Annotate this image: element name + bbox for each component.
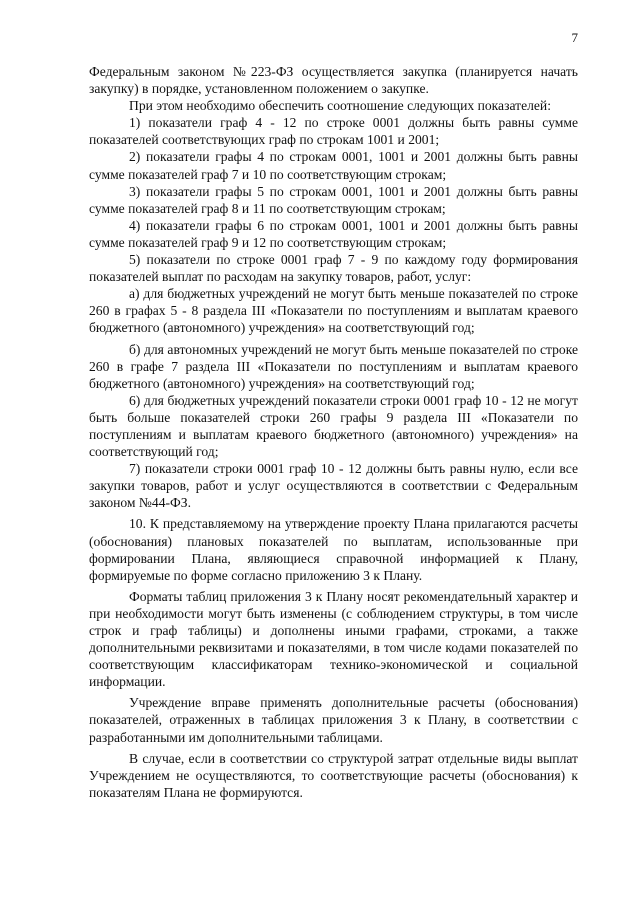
additional-calculations-paragraph: Учреждение вправе применять дополнительные расчеты (обоснования) показателей, отраженных в таблицах приложения 3 к Плану, в соответствии с разработанными им дополнительными таблицами. <box>89 695 578 745</box>
document-body <box>89 63 578 801</box>
list-item-5a: а) для бюджетных учреждений не могут быть меньше показателей по строке 260 в графах 5 - 8 раздела III «Показатели по поступлениям и выплатам краевого бюджетного (автономного) учреждения» на соответствующий год; <box>89 286 578 336</box>
cost-structure-paragraph: В случае, если в соответствии со структурой затрат отдельные виды выплат Учреждением не осуществляются, то соответствующие расчеты (обоснования) к показателям Плана не формируются. <box>89 750 578 800</box>
section-10-paragraph: 10. К представляемому на утверждение проекту Плана прилагаются расчеты (обоснования) плановых показателей по выплатам, использованные при формировании Плана, являющиеся справочной информацией к Плану, формируемые по форме согласно приложению 3 к Плану. <box>89 516 578 583</box>
list-item-5b: б) для автономных учреждений не могут быть меньше показателей по строке 260 в графе 7 раздела III «Показатели по поступлениям и выплатам краевого бюджетного (автономного) учреждения» на соответствующий год; <box>89 341 578 391</box>
list-item-5: 5) показатели по строке 0001 граф 7 - 9 по каждому году формирования показателей выплат по расходам на закупку товаров, работ, услуг: <box>89 252 578 285</box>
list-item-2: 2) показатели графы 4 по строкам 0001, 1001 и 2001 должны быть равны сумме показателей граф 7 и 10 по соответствующим строкам; <box>89 149 578 182</box>
formats-paragraph: Форматы таблиц приложения 3 к Плану носят рекомендательный характер и при необходимости могут быть изменены (с соблюдением структуры, в том числе строк и граф таблицы) и дополнены иными графами, строками, а также дополнительными реквизитами и показателями, в том числе кодами показателей по соответствующим классификаторам технико-экономической и социальной информации. <box>89 588 578 690</box>
list-item-6: 6) для бюджетных учреждений показатели строки 0001 граф 10 - 12 не могут быть больше показателей строки 260 графы 9 раздела III «Показатели по поступлениям и выплатам краевого бюджетного (автономного) учреждения» на соответствующий год; <box>89 392 578 460</box>
paragraph-continuation: Федеральным законом №223-ФЗ осуществляется закупка (планируется начать закупку) в порядке, установленном положением о закупке. <box>89 64 578 97</box>
list-item-1: 1) показатели граф 4 - 12 по строке 0001 должны быть равны сумме показателей соответствующих граф по строкам 1001 и 2001; <box>89 115 578 148</box>
list-item-3: 3) показатели графы 5 по строкам 0001, 1001 и 2001 должны быть равны сумме показателей граф 8 и 11 по соответствующим строкам; <box>89 183 578 216</box>
paragraph-intro: При этом необходимо обеспечить соотношение следующих показателей: <box>129 98 551 114</box>
list-item-4: 4) показатели графы 6 по строкам 0001, 1001 и 2001 должны быть равны сумме показателей граф 9 и 12 по соответствующим строкам; <box>89 217 578 250</box>
list-item-7: 7) показатели строки 0001 граф 10 - 12 должны быть равны нулю, если все закупки товаров, работ и услуг осуществляются в соответствии с Федеральным законом №44-ФЗ. <box>89 461 578 511</box>
page-number: 7 <box>571 30 578 45</box>
